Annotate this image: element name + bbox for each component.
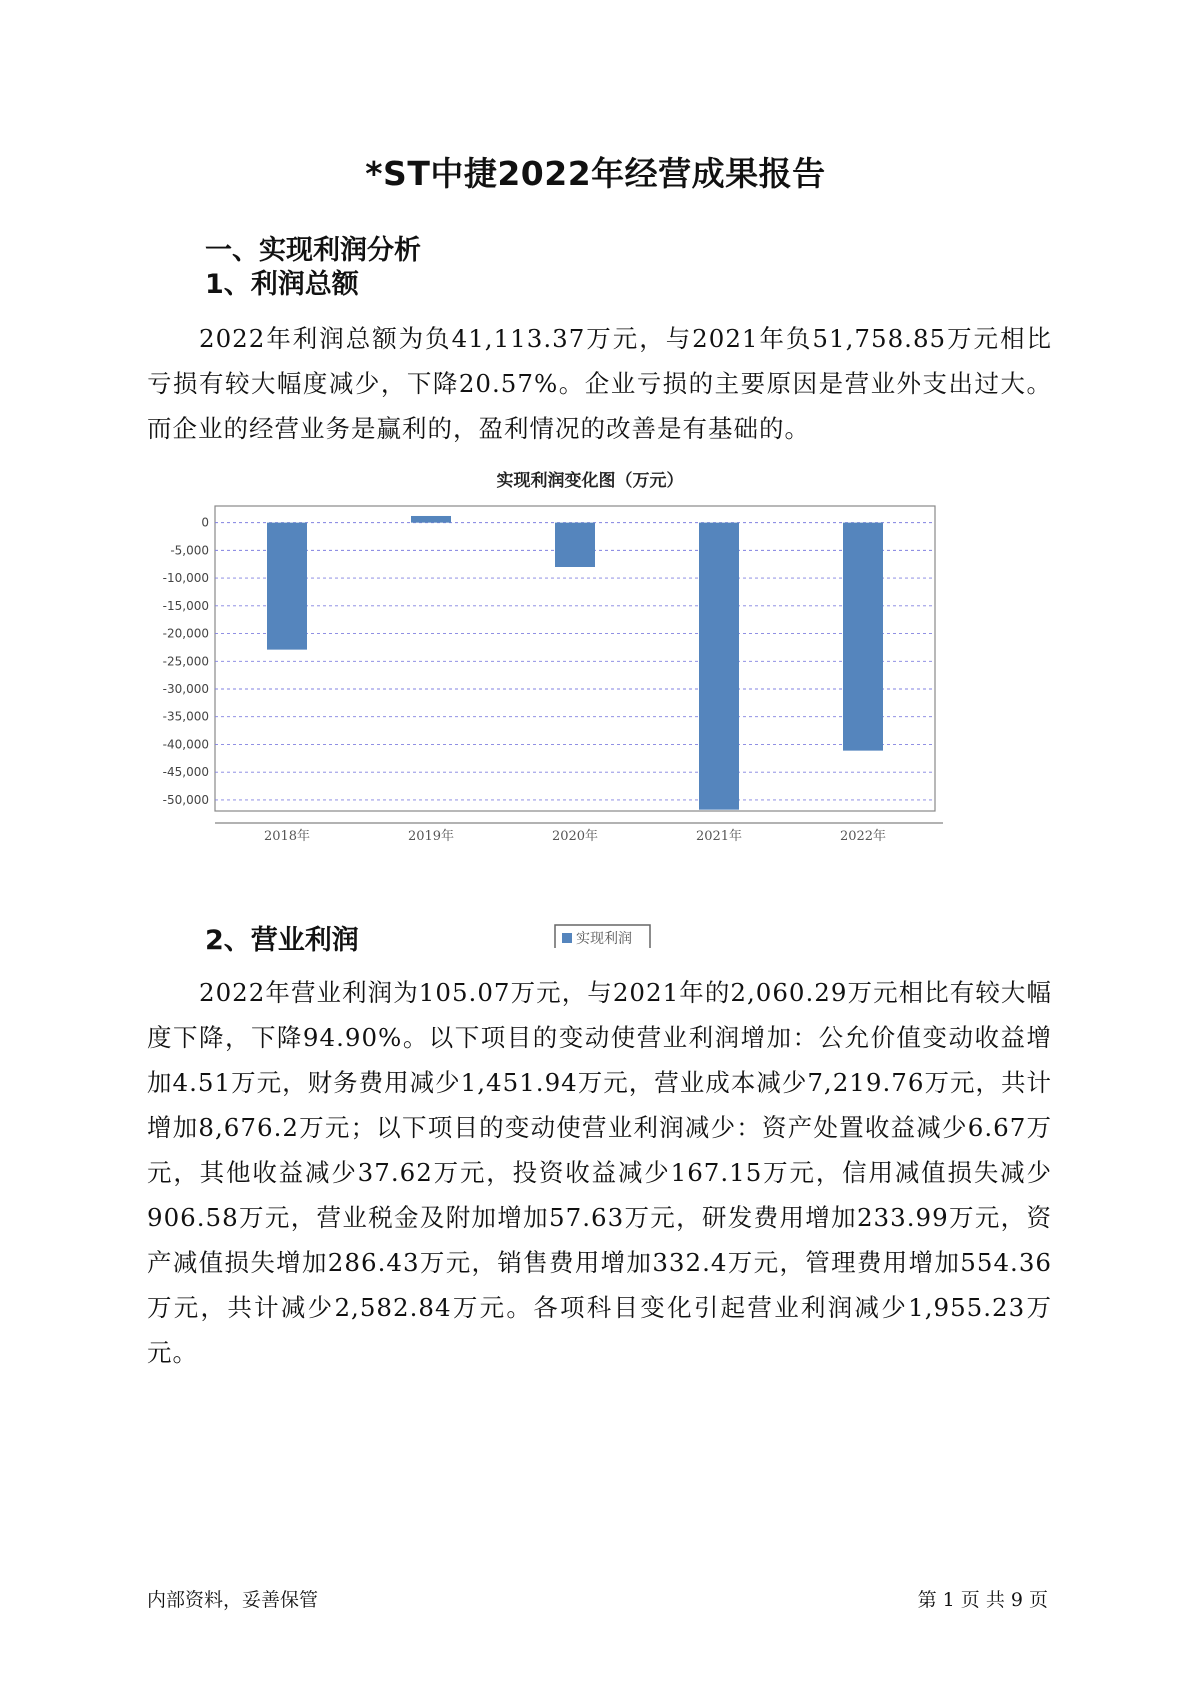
x-tick-label: 2021年: [695, 829, 743, 844]
operating-profit-paragraph: [147, 970, 1052, 1375]
subsection-heading-total-profit: 1、利润总额: [205, 269, 359, 300]
y-tick-label: -25,000: [162, 654, 209, 669]
legend-label: 实现利润: [576, 931, 632, 947]
y-tick-label: -20,000: [162, 626, 209, 641]
footer-page-number: 第 1 页 共 9 页: [917, 1589, 1048, 1611]
x-tick-label: 2018年: [263, 829, 311, 844]
y-tick-label: -50,000: [162, 792, 209, 807]
y-tick-label: -30,000: [162, 682, 209, 696]
bar: [699, 523, 739, 810]
profit-chart-svg: [150, 468, 1030, 948]
legend-swatch: [562, 933, 572, 943]
document-title: *ST中捷2022年经营成果报告: [365, 154, 826, 193]
bar: [843, 523, 883, 751]
footer-confidential-note: 内部资料，妥善保管: [147, 1589, 319, 1611]
total-profit-text: 2022年利润总额为负41,113.37万元，与2021年负51,758.85万元相比亏损有较大幅度减少，下降20.57%。企业亏损的主要原因是营业外支出过大。而企业的经营业务是赢利的，盈利情况的改善是有基础的。: [147, 324, 1052, 443]
operating-profit-text: 2022年营业利润为105.07万元，与2021年的2,060.29万元相比有较大幅度下降，下降94.90%。以下项目的变动使营业利润增加：公允价值变动收益增加4.51万元，财务费用减少1,451.94万元，营业成本减少7,219.76万元，共计增加8,676.2万元；以下项目的变动使营业利润减少：资产处置收益减少6.67万元，其他收益减少37.62万元，投资收益减少167.15万元，信用减值损失减少906.58万元，营业税金及附加增加57.63万元，研发费用增加233.99万元，资产减值损失增加286.43万元，销售费用增加332.4万元，管理费用增加554.36万元，共计减少2,582.84万元。各项科目变化引起营业利润减少1,955.23万元。: [147, 978, 1052, 1367]
bar: [267, 523, 307, 650]
chart-title: 实现利润变化图（万元）: [496, 471, 684, 491]
total-profit-paragraph: [147, 316, 1052, 451]
x-tick-label: 2022年: [839, 829, 887, 844]
y-tick-label: -45,000: [162, 765, 209, 780]
y-tick-label: -10,000: [162, 571, 209, 586]
section-heading-profit-analysis: 一、实现利润分析: [205, 235, 421, 266]
y-tick-label: -40,000: [162, 737, 209, 752]
y-tick-label: -5,000: [170, 543, 209, 558]
bar: [411, 516, 451, 523]
x-tick-label: 2020年: [551, 829, 599, 844]
y-tick-label: 0: [201, 515, 209, 530]
y-tick-label: -15,000: [162, 598, 209, 613]
plot-area: [163, 506, 943, 844]
subsection-heading-operating-profit: 2、营业利润: [205, 925, 359, 956]
bar: [555, 523, 595, 567]
profit-chart: [150, 468, 1030, 948]
x-tick-label: 2019年: [407, 829, 455, 844]
chart-legend: [555, 925, 650, 948]
y-tick-label: -35,000: [162, 709, 209, 724]
